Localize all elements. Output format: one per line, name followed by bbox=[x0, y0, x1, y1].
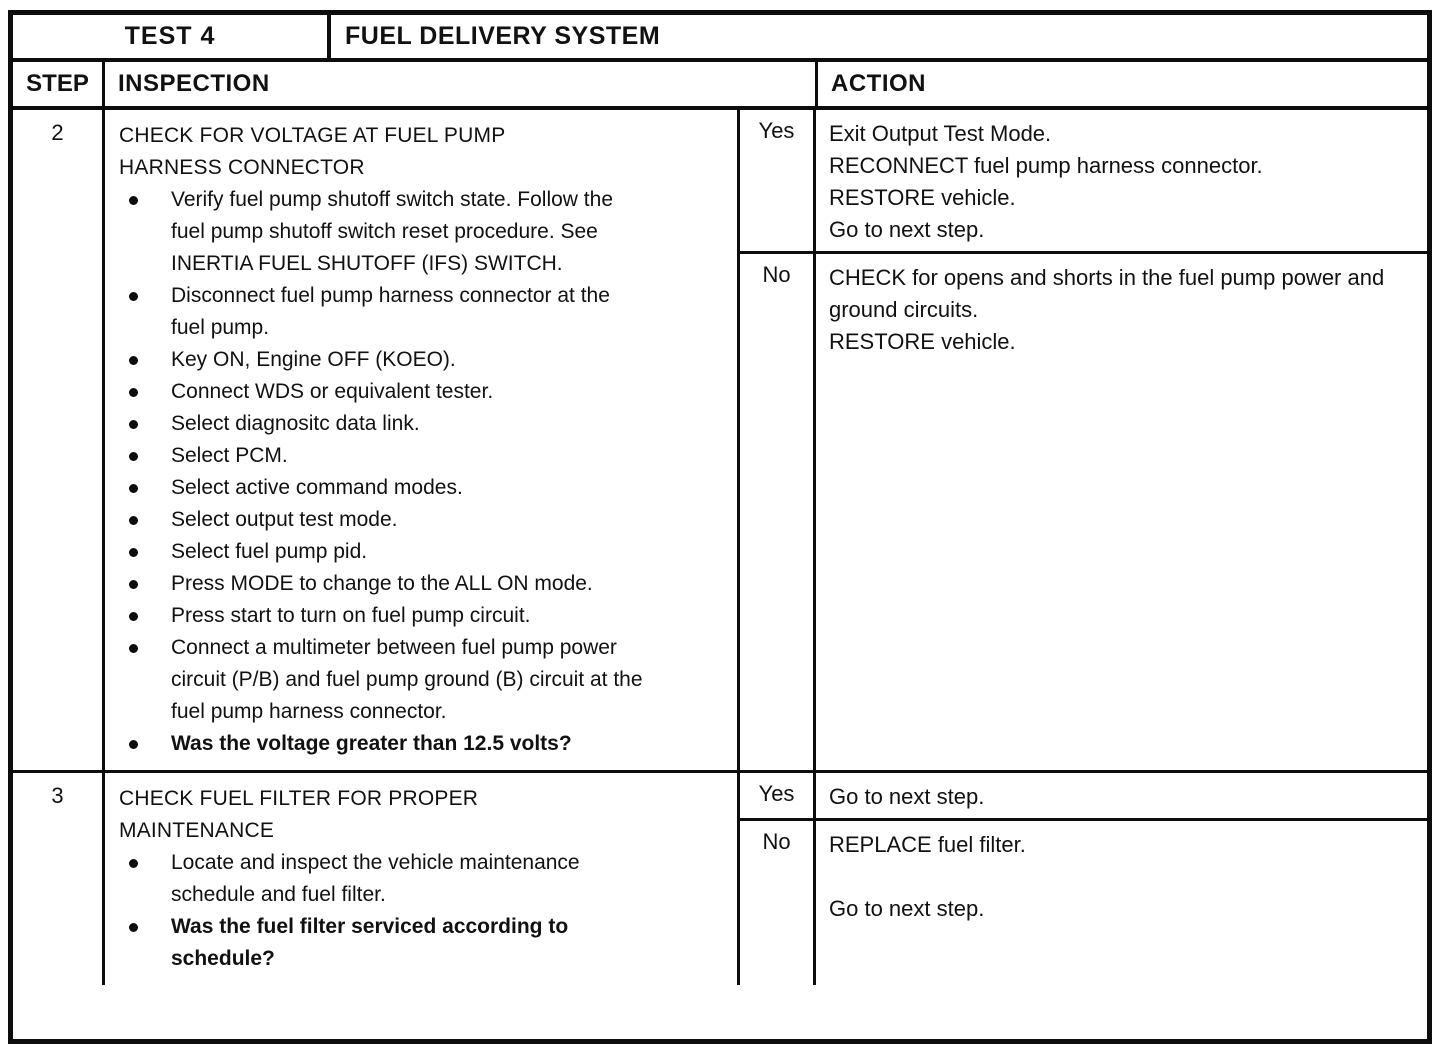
table-row-step-2 bbox=[13, 110, 1427, 773]
bullet-item: Verify fuel pump shutoff switch state. Follow the fuel pump shutoff switch reset procedure. See INERTIA FUEL SHUTOFF (IFS) SWITCH. bbox=[119, 184, 647, 280]
action-line: CHECK for opens and shorts in the fuel pump power and ground circuits. bbox=[829, 265, 1385, 322]
bullet-item: Select diagnositc data link. bbox=[119, 408, 647, 440]
bullet-item: Locate and inspect the vehicle maintenance schedule and fuel filter. bbox=[119, 847, 647, 911]
step-number: 3 bbox=[13, 773, 105, 985]
system-title-cell: FUEL DELIVERY SYSTEM bbox=[345, 22, 661, 50]
action-line: RESTORE vehicle. bbox=[829, 185, 1016, 210]
bullet-item: Connect a multimeter between fuel pump power circuit (P/B) and fuel pump ground (B) circuit at the fuel pump harness connector. bbox=[119, 632, 647, 728]
answer-label-yes: Yes bbox=[740, 773, 816, 818]
action-line: RECONNECT fuel pump harness connector. bbox=[829, 153, 1263, 178]
bullet-item: Connect WDS or equivalent tester. bbox=[119, 376, 647, 408]
action-line: Exit Output Test Mode. bbox=[829, 121, 1052, 146]
step-number: 2 bbox=[13, 110, 105, 770]
bullet-question: Was the fuel filter serviced according to schedule? bbox=[119, 911, 647, 975]
test-number-cell: TEST 4 bbox=[13, 15, 331, 58]
inspection-cell bbox=[105, 773, 740, 985]
action-line: REPLACE fuel filter. bbox=[829, 832, 1026, 857]
action-cell bbox=[816, 821, 1427, 985]
bullet-item: Select fuel pump pid. bbox=[119, 536, 647, 568]
column-header-row bbox=[13, 62, 1427, 110]
table-title-row bbox=[13, 15, 1427, 62]
inspection-cell bbox=[105, 110, 740, 770]
column-header-step: STEP bbox=[13, 62, 105, 106]
bullet-item: Disconnect fuel pump harness connector at the fuel pump. bbox=[119, 280, 647, 344]
action-cell bbox=[816, 254, 1427, 770]
action-cell bbox=[816, 110, 1427, 251]
bullet-item: Select output test mode. bbox=[119, 504, 647, 536]
bullet-item: Press MODE to change to the ALL ON mode. bbox=[119, 568, 647, 600]
action-branches bbox=[740, 773, 1427, 985]
column-header-action: ACTION bbox=[831, 70, 926, 97]
action-line: Go to next step. bbox=[829, 217, 985, 242]
diagnostic-table bbox=[8, 10, 1432, 1044]
branch-no bbox=[740, 254, 1427, 770]
table-row-step-3 bbox=[13, 773, 1427, 985]
branch-yes bbox=[740, 773, 1427, 821]
column-header-inspection: INSPECTION bbox=[105, 62, 818, 106]
answer-label-no: No bbox=[740, 821, 816, 985]
inspection-title: CHECK FUEL FILTER FOR PROPER MAINTENANCE bbox=[119, 787, 479, 842]
bullet-item: Select active command modes. bbox=[119, 472, 647, 504]
answer-label-no: No bbox=[740, 254, 816, 770]
answer-label-yes: Yes bbox=[740, 110, 816, 251]
action-line: Go to next step. bbox=[829, 896, 985, 921]
action-line: RESTORE vehicle. bbox=[829, 329, 1016, 354]
bullet-question: Was the voltage greater than 12.5 volts? bbox=[119, 728, 647, 760]
inspection-bullet-list bbox=[119, 184, 647, 760]
bullet-item: Select PCM. bbox=[119, 440, 647, 472]
inspection-title: CHECK FOR VOLTAGE AT FUEL PUMP HARNESS CONNECTOR bbox=[119, 124, 506, 179]
branch-no bbox=[740, 821, 1427, 985]
branch-yes bbox=[740, 110, 1427, 254]
bullet-item: Press start to turn on fuel pump circuit. bbox=[119, 600, 647, 632]
action-branches bbox=[740, 110, 1427, 770]
action-cell bbox=[816, 773, 1427, 818]
action-line: Go to next step. bbox=[829, 784, 985, 809]
inspection-bullet-list bbox=[119, 847, 647, 975]
bullet-item: Key ON, Engine OFF (KOEO). bbox=[119, 344, 647, 376]
